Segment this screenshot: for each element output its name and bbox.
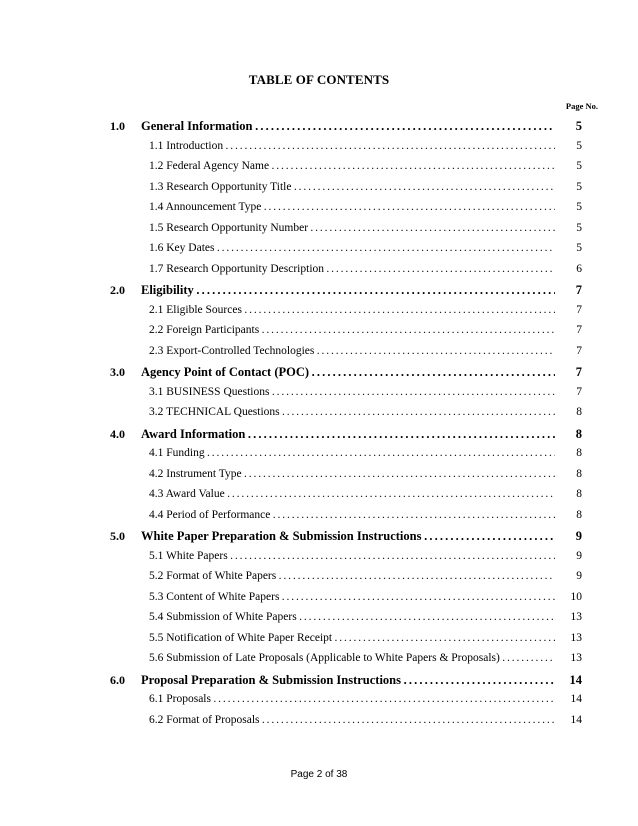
- toc-entry-title: 2.3 Export-Controlled Technologies . . .: [149, 345, 555, 357]
- toc-entry-title: 2.2 Foreign Participants . . .: [149, 324, 555, 336]
- toc-page-number: 5: [576, 180, 582, 193]
- toc-entry-title: Agency Point of Contact (POC) . . .: [141, 365, 555, 380]
- toc-page-number: 5: [576, 221, 582, 234]
- toc-page-number: 7: [576, 303, 582, 316]
- toc-page-number: 5: [576, 139, 582, 152]
- toc-page-number: 14: [570, 693, 582, 705]
- toc-section-number: 4.0: [110, 426, 125, 441]
- toc-page-number: 7: [576, 385, 582, 398]
- toc-subsection-entry[interactable]: [0, 447, 638, 465]
- toc-page-number: 7: [576, 344, 582, 357]
- toc-entry-title: 6.2 Format of Proposals . . .: [149, 714, 555, 726]
- toc-subsection-entry[interactable]: [0, 386, 638, 404]
- toc-entry-title: 2.1 Eligible Sources . . .: [149, 304, 555, 316]
- toc-entry-title: 1.1 Introduction . . .: [149, 140, 555, 152]
- toc-entry-title: 1.3 Research Opportunity Title . . .: [149, 181, 555, 193]
- toc-entry-title: Proposal Preparation & Submission Instructions . . .: [141, 673, 555, 688]
- page-title: TABLE OF CONTENTS: [248, 72, 390, 87]
- toc-subsection-entry[interactable]: [0, 550, 638, 568]
- toc-subsection-entry[interactable]: [0, 570, 638, 588]
- toc-page-number: 5: [576, 242, 582, 254]
- page-footer: Page 2 of 38: [290, 769, 348, 780]
- toc-page-number: 8: [576, 508, 582, 521]
- toc-page-number: 8: [576, 467, 582, 480]
- toc-page-number: 7: [575, 283, 582, 297]
- page-no-header: Page No.: [565, 101, 598, 111]
- toc-page-number: 14: [569, 672, 582, 687]
- toc-page-number: 5: [576, 201, 582, 213]
- toc-section-number: 2.0: [110, 283, 125, 297]
- toc-subsection-entry[interactable]: [0, 304, 638, 322]
- toc-page-number: 6: [576, 262, 582, 275]
- toc-page-number: 13: [570, 652, 582, 664]
- toc-section-entry[interactable]: [0, 119, 638, 137]
- toc-section-number: 1.0: [110, 119, 125, 133]
- toc-page-number: 9: [576, 570, 582, 582]
- toc-entry-title: General Information . . .: [141, 119, 555, 134]
- toc-section-number: 6.0: [110, 672, 125, 687]
- toc-entry-title: 4.2 Instrument Type . . .: [149, 468, 555, 480]
- toc-entry-title: 5.4 Submission of White Papers . . .: [149, 611, 555, 623]
- toc-subsection-entry[interactable]: [0, 160, 638, 178]
- toc-subsection-entry[interactable]: [0, 652, 638, 670]
- toc-section-entry[interactable]: [0, 283, 638, 301]
- toc-section-number: 3.0: [110, 365, 125, 379]
- toc-entry-title: 5.5 Notification of White Paper Receipt . . .: [149, 632, 555, 644]
- toc-page-number: 9: [576, 549, 582, 562]
- toc-entry-title: 4.3 Award Value . . .: [149, 488, 555, 500]
- toc-page-number: 5: [575, 119, 582, 133]
- toc-subsection-entry[interactable]: [0, 693, 638, 711]
- toc-subsection-entry[interactable]: [0, 611, 638, 629]
- toc-entry-title: Eligibility . . .: [141, 283, 555, 298]
- toc-section-entry[interactable]: [0, 365, 638, 383]
- toc-page-number: 8: [576, 406, 582, 418]
- toc-entry-title: 6.1 Proposals . . .: [149, 693, 555, 705]
- toc-entry-title: Award Information . . .: [141, 427, 555, 442]
- toc-page-number: 8: [576, 447, 582, 459]
- toc-entry-title: White Paper Preparation & Submission Instructions . . .: [141, 529, 555, 544]
- toc-entry-title: 5.2 Format of White Papers . . .: [149, 570, 555, 582]
- toc-subsection-entry[interactable]: [0, 406, 638, 424]
- toc-entry-title: 5.3 Content of White Papers . . .: [149, 591, 555, 603]
- toc-subsection-entry[interactable]: [0, 201, 638, 219]
- toc-page-number: 14: [570, 713, 582, 726]
- toc-subsection-entry[interactable]: [0, 632, 638, 650]
- toc-subsection-entry[interactable]: [0, 181, 638, 199]
- toc-entry-title: 3.1 BUSINESS Questions . . .: [149, 386, 555, 398]
- toc-subsection-entry[interactable]: [0, 591, 638, 609]
- toc-page-number: 8: [575, 426, 582, 441]
- toc-entry-title: 4.1 Funding . . .: [149, 447, 555, 459]
- toc-entry-title: 3.2 TECHNICAL Questions . . .: [149, 406, 555, 418]
- toc-subsection-entry[interactable]: [0, 222, 638, 240]
- toc-subsection-entry[interactable]: [0, 345, 638, 363]
- toc-entry-title: 5.1 White Papers . . .: [149, 550, 555, 562]
- toc-subsection-entry[interactable]: [0, 242, 638, 260]
- toc-page-number: 10: [570, 590, 582, 603]
- toc-page-number: 13: [570, 611, 582, 623]
- toc-entry-title: 1.6 Key Dates . . .: [149, 242, 555, 254]
- toc-entry-title: 1.2 Federal Agency Name . . .: [149, 160, 555, 172]
- toc-subsection-entry[interactable]: [0, 263, 638, 281]
- toc-entry-title: 1.4 Announcement Type . . .: [149, 201, 555, 213]
- toc-section-entry[interactable]: [0, 529, 638, 547]
- toc-subsection-entry[interactable]: [0, 324, 638, 342]
- toc-section-number: 5.0: [110, 529, 125, 543]
- toc-page-number: 13: [570, 631, 582, 644]
- toc-subsection-entry[interactable]: [0, 714, 638, 732]
- toc-page-number: 7: [576, 324, 582, 336]
- toc-page-number: 8: [576, 488, 582, 500]
- toc-section-entry[interactable]: [0, 427, 638, 445]
- toc-subsection-entry[interactable]: [0, 468, 638, 486]
- toc-subsection-entry[interactable]: [0, 140, 638, 158]
- toc-section-entry[interactable]: [0, 673, 638, 691]
- toc-page-number: 7: [575, 365, 582, 379]
- toc-entry-title: 1.5 Research Opportunity Number . . .: [149, 222, 555, 234]
- toc-entry-title: 4.4 Period of Performance . . .: [149, 509, 555, 521]
- toc-page-number: 5: [576, 160, 582, 172]
- toc-subsection-entry[interactable]: [0, 488, 638, 506]
- toc-subsection-entry[interactable]: [0, 509, 638, 527]
- toc-entry-title: 5.6 Submission of Late Proposals (Applicable to White Papers & Proposals) . . .: [149, 652, 555, 664]
- toc-page-number: 9: [575, 529, 582, 543]
- toc-entry-title: 1.7 Research Opportunity Description . . .: [149, 263, 555, 275]
